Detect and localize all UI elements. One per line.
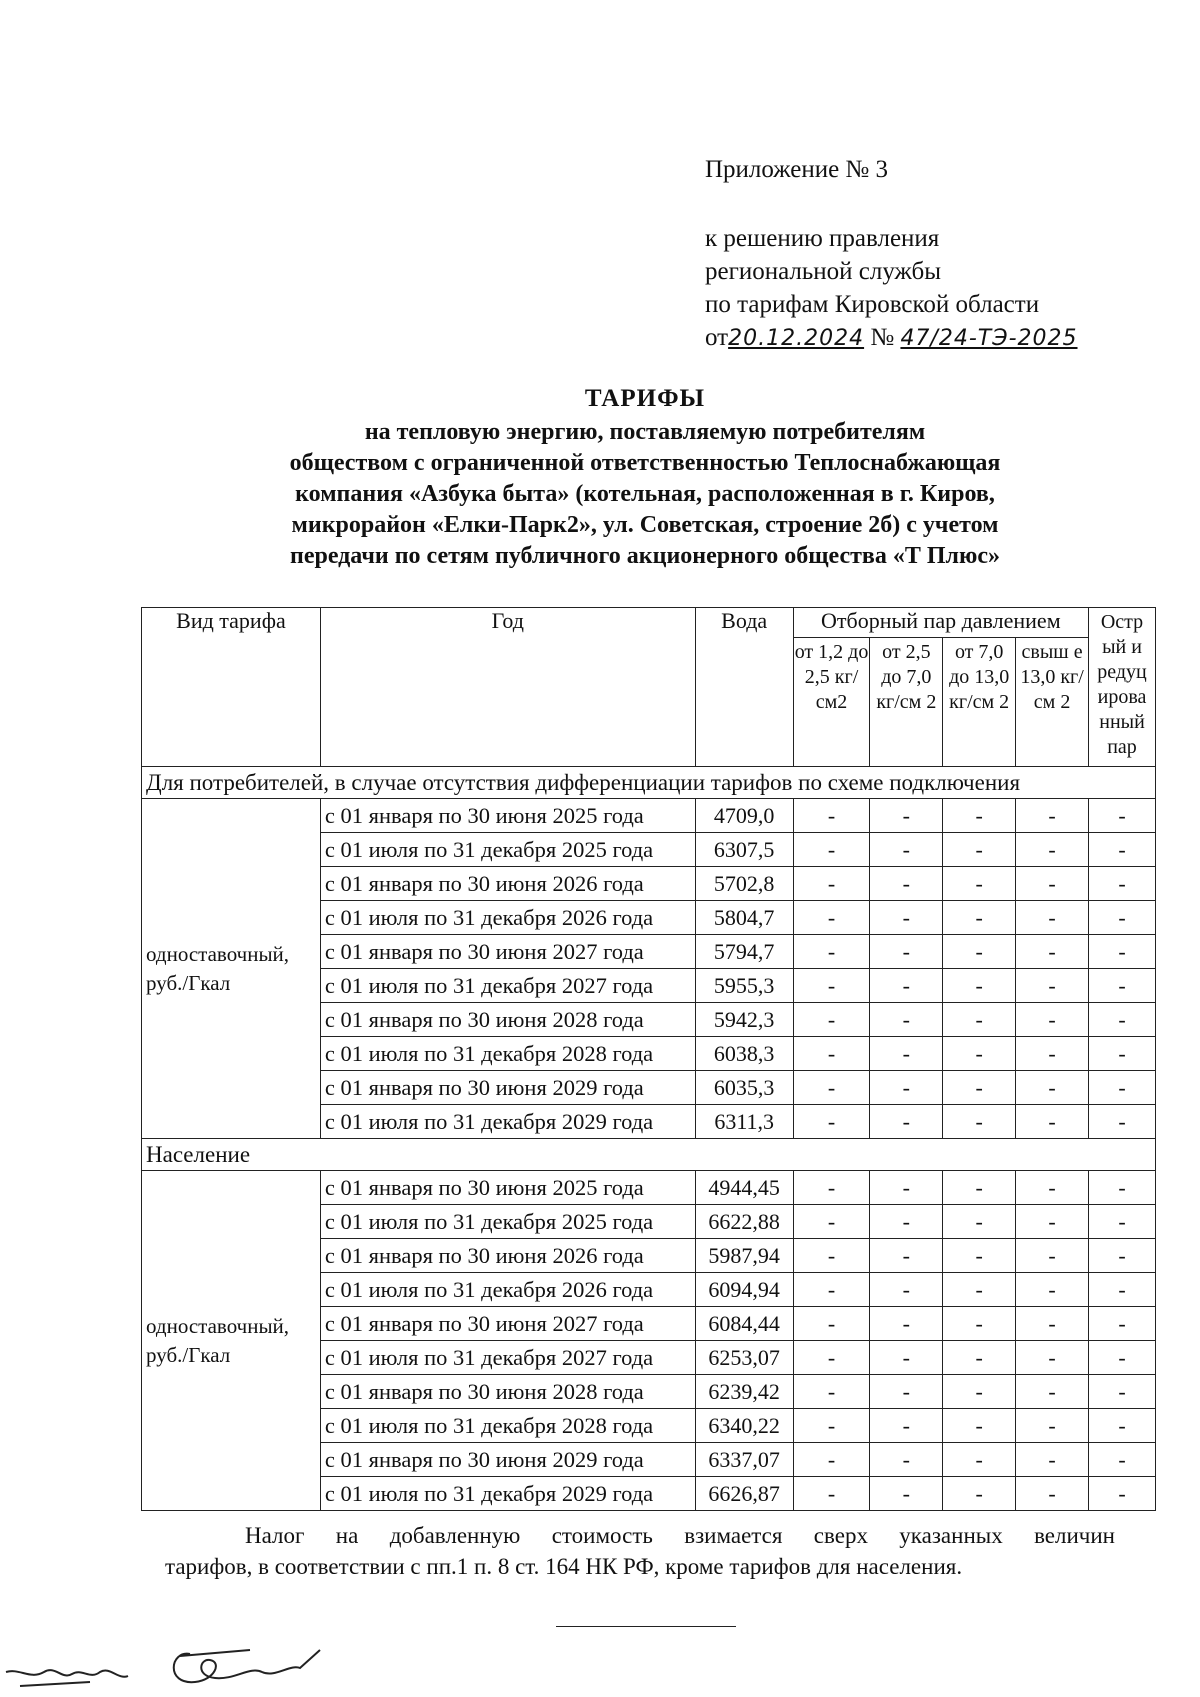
water-value-cell: 6094,94 [695, 1273, 793, 1307]
empty-value-cell: - [1089, 1477, 1156, 1511]
empty-value-cell: - [1089, 799, 1156, 833]
water-value-cell: 5702,8 [695, 867, 793, 901]
empty-value-cell: - [943, 1037, 1016, 1071]
empty-value-cell: - [793, 1037, 870, 1071]
decision-reference [705, 222, 1078, 355]
empty-value-cell: - [793, 1071, 870, 1105]
empty-value-cell: - [1016, 1105, 1089, 1139]
empty-value-cell: - [1089, 1409, 1156, 1443]
empty-value-cell: - [1089, 1071, 1156, 1105]
period-cell: с 01 января по 30 июня 2027 года [320, 935, 695, 969]
vat-note [165, 1520, 1115, 1582]
water-value-cell: 6307,5 [695, 833, 793, 867]
water-value-cell: 5804,7 [695, 901, 793, 935]
empty-value-cell: - [1016, 1307, 1089, 1341]
period-cell: с 01 января по 30 июня 2025 года [320, 799, 695, 833]
empty-value-cell: - [1016, 1375, 1089, 1409]
decision-line: по тарифам Кировской области [705, 291, 1040, 318]
empty-value-cell: - [793, 1105, 870, 1139]
water-value-cell: 6340,22 [695, 1409, 793, 1443]
empty-value-cell: - [1089, 1273, 1156, 1307]
empty-value-cell: - [793, 1341, 870, 1375]
empty-value-cell: - [1016, 1171, 1089, 1205]
section-row [142, 767, 1156, 799]
header-year: Год [320, 608, 695, 767]
title-line: компания «Азбука быта» (котельная, расположенная в г. Киров, [295, 481, 995, 507]
empty-value-cell: - [870, 1037, 943, 1071]
handwritten-signature [0, 1610, 340, 1697]
water-value-cell: 4709,0 [695, 799, 793, 833]
water-value-cell: 5942,3 [695, 1003, 793, 1037]
empty-value-cell: - [943, 1003, 1016, 1037]
empty-value-cell: - [793, 1409, 870, 1443]
header-steam-group: Отборный пар давлением [793, 608, 1088, 638]
period-cell: с 01 июля по 31 декабря 2029 года [320, 1477, 695, 1511]
tariff-kind-cell: одноставочный, руб./Гкал [142, 799, 321, 1139]
empty-value-cell: - [943, 901, 1016, 935]
decision-line: региональной службы [705, 258, 942, 285]
empty-value-cell: - [1089, 935, 1156, 969]
empty-value-cell: - [870, 1273, 943, 1307]
empty-value-cell: - [943, 1071, 1016, 1105]
empty-value-cell: - [1089, 1239, 1156, 1273]
empty-value-cell: - [793, 901, 870, 935]
empty-value-cell: - [1016, 1239, 1089, 1273]
table-row [142, 799, 1156, 833]
empty-value-cell: - [943, 1341, 1016, 1375]
empty-value-cell: - [793, 1205, 870, 1239]
header-sharp-steam: Остр ый и редуц ирова нный пар [1089, 608, 1156, 767]
period-cell: с 01 января по 30 июня 2028 года [320, 1375, 695, 1409]
title-main: ТАРИФЫ [584, 385, 706, 412]
empty-value-cell: - [870, 799, 943, 833]
period-cell: с 01 июля по 31 декабря 2025 года [320, 833, 695, 867]
empty-value-cell: - [943, 1477, 1016, 1511]
water-value-cell: 6253,07 [695, 1341, 793, 1375]
period-cell: с 01 июля по 31 декабря 2028 года [320, 1409, 695, 1443]
period-cell: с 01 июля по 31 декабря 2028 года [320, 1037, 695, 1071]
decision-number: 47/24-ТЭ-2025 [900, 326, 1078, 351]
empty-value-cell: - [793, 799, 870, 833]
water-value-cell: 5794,7 [695, 935, 793, 969]
empty-value-cell: - [870, 969, 943, 1003]
decision-date: 20.12.2024 [728, 326, 865, 351]
empty-value-cell: - [1016, 1003, 1089, 1037]
signature-rule [556, 1626, 736, 1627]
empty-value-cell: - [1089, 1341, 1156, 1375]
empty-value-cell: - [1089, 1171, 1156, 1205]
decision-date-number [705, 321, 1078, 355]
empty-value-cell: - [1016, 1037, 1089, 1071]
empty-value-cell: - [943, 1171, 1016, 1205]
empty-value-cell: - [1089, 1307, 1156, 1341]
empty-value-cell: - [793, 1171, 870, 1205]
empty-value-cell: - [943, 799, 1016, 833]
period-cell: с 01 июля по 31 декабря 2029 года [320, 1105, 695, 1139]
empty-value-cell: - [793, 1003, 870, 1037]
empty-value-cell: - [793, 1375, 870, 1409]
period-cell: с 01 января по 30 июня 2028 года [320, 1003, 695, 1037]
title-line: передачи по сетям публичного акционерного общества «Т Плюс» [290, 543, 1000, 569]
water-value-cell: 4944,45 [695, 1171, 793, 1205]
water-value-cell: 5987,94 [695, 1239, 793, 1273]
empty-value-cell: - [943, 1205, 1016, 1239]
empty-value-cell: - [1089, 867, 1156, 901]
date-prefix: от [705, 324, 729, 351]
empty-value-cell: - [870, 1071, 943, 1105]
period-cell: с 01 июля по 31 декабря 2027 года [320, 1341, 695, 1375]
period-cell: с 01 июля по 31 декабря 2025 года [320, 1205, 695, 1239]
empty-value-cell: - [1089, 833, 1156, 867]
empty-value-cell: - [870, 1375, 943, 1409]
vat-note-line: тарифов, в соответствии с пп.1 п. 8 ст. 164 НК РФ, кроме тарифов для населения. [165, 1554, 963, 1579]
empty-value-cell: - [793, 1273, 870, 1307]
empty-value-cell: - [1089, 1003, 1156, 1037]
empty-value-cell: - [793, 1477, 870, 1511]
empty-value-cell: - [943, 1443, 1016, 1477]
empty-value-cell: - [870, 1341, 943, 1375]
empty-value-cell: - [1089, 1037, 1156, 1071]
empty-value-cell: - [1016, 799, 1089, 833]
empty-value-cell: - [870, 867, 943, 901]
water-value-cell: 5955,3 [695, 969, 793, 1003]
empty-value-cell: - [1016, 935, 1089, 969]
empty-value-cell: - [1016, 833, 1089, 867]
empty-value-cell: - [943, 1105, 1016, 1139]
empty-value-cell: - [943, 969, 1016, 1003]
empty-value-cell: - [870, 1409, 943, 1443]
period-cell: с 01 января по 30 июня 2027 года [320, 1307, 695, 1341]
empty-value-cell: - [1089, 1443, 1156, 1477]
empty-value-cell: - [870, 1205, 943, 1239]
empty-value-cell: - [870, 1307, 943, 1341]
empty-value-cell: - [1016, 1341, 1089, 1375]
empty-value-cell: - [1016, 969, 1089, 1003]
header-steam-3: от 7,0 до 13,0 кг/см 2 [943, 638, 1016, 767]
section-title: Население [142, 1139, 1156, 1171]
water-value-cell: 6337,07 [695, 1443, 793, 1477]
empty-value-cell: - [870, 1105, 943, 1139]
header-water: Вода [695, 608, 793, 767]
header-steam-1: от 1,2 до 2,5 кг/см2 [793, 638, 870, 767]
section-row [142, 1139, 1156, 1171]
decision-line: к решению правления [705, 225, 940, 252]
period-cell: с 01 июля по 31 декабря 2027 года [320, 969, 695, 1003]
appendix-label: Приложение № 3 [705, 156, 889, 183]
water-value-cell: 6038,3 [695, 1037, 793, 1071]
empty-value-cell: - [870, 1239, 943, 1273]
empty-value-cell: - [943, 867, 1016, 901]
empty-value-cell: - [870, 1003, 943, 1037]
empty-value-cell: - [870, 1477, 943, 1511]
empty-value-cell: - [1016, 1273, 1089, 1307]
table-row [142, 1171, 1156, 1205]
empty-value-cell: - [870, 1171, 943, 1205]
water-value-cell: 6084,44 [695, 1307, 793, 1341]
empty-value-cell: - [870, 833, 943, 867]
empty-value-cell: - [943, 1307, 1016, 1341]
empty-value-cell: - [870, 935, 943, 969]
empty-value-cell: - [943, 935, 1016, 969]
empty-value-cell: - [1016, 1409, 1089, 1443]
water-value-cell: 6626,87 [695, 1477, 793, 1511]
period-cell: с 01 января по 30 июня 2026 года [320, 1239, 695, 1273]
water-value-cell: 6311,3 [695, 1105, 793, 1139]
vat-note-line: Налог на добавленную стоимость взимается сверх указанных величин [245, 1523, 1115, 1548]
tariff-kind-cell: одноставочный, руб./Гкал [142, 1171, 321, 1511]
empty-value-cell: - [943, 833, 1016, 867]
empty-value-cell: - [793, 1443, 870, 1477]
empty-value-cell: - [1089, 969, 1156, 1003]
empty-value-cell: - [793, 969, 870, 1003]
empty-value-cell: - [793, 1307, 870, 1341]
empty-value-cell: - [870, 1443, 943, 1477]
title-line: обществом с ограниченной ответственностью Теплоснабжающая [289, 450, 1001, 476]
empty-value-cell: - [1016, 1071, 1089, 1105]
header-steam-2: от 2,5 до 7,0 кг/см 2 [870, 638, 943, 767]
header-tariff-kind: Вид тарифа [142, 608, 321, 767]
empty-value-cell: - [793, 867, 870, 901]
empty-value-cell: - [1016, 901, 1089, 935]
water-value-cell: 6035,3 [695, 1071, 793, 1105]
number-sign: № [870, 324, 895, 351]
period-cell: с 01 января по 30 июня 2029 года [320, 1071, 695, 1105]
section-title: Для потребителей, в случае отсутствия дифференциации тарифов по схеме подключения [142, 767, 1156, 799]
title-line: микрорайон «Елки-Парк2», ул. Советская, строение 2б) с учетом [291, 512, 999, 538]
water-value-cell: 6622,88 [695, 1205, 793, 1239]
empty-value-cell: - [943, 1239, 1016, 1273]
empty-value-cell: - [793, 833, 870, 867]
period-cell: с 01 января по 30 июня 2025 года [320, 1171, 695, 1205]
empty-value-cell: - [943, 1375, 1016, 1409]
empty-value-cell: - [1089, 1375, 1156, 1409]
title-line: на тепловую энергию, поставляемую потребителям [364, 419, 926, 445]
period-cell: с 01 июля по 31 декабря 2026 года [320, 901, 695, 935]
water-value-cell: 6239,42 [695, 1375, 793, 1409]
empty-value-cell: - [1016, 867, 1089, 901]
empty-value-cell: - [1089, 1105, 1156, 1139]
empty-value-cell: - [793, 1239, 870, 1273]
empty-value-cell: - [943, 1409, 1016, 1443]
empty-value-cell: - [1016, 1477, 1089, 1511]
empty-value-cell: - [793, 935, 870, 969]
empty-value-cell: - [943, 1273, 1016, 1307]
header-steam-4: свыш е 13,0 кг/см 2 [1016, 638, 1089, 767]
empty-value-cell: - [1089, 901, 1156, 935]
empty-value-cell: - [1016, 1205, 1089, 1239]
document-title [140, 383, 1150, 572]
tariff-table [141, 607, 1156, 1511]
empty-value-cell: - [870, 901, 943, 935]
empty-value-cell: - [1089, 1205, 1156, 1239]
empty-value-cell: - [1016, 1443, 1089, 1477]
period-cell: с 01 июля по 31 декабря 2026 года [320, 1273, 695, 1307]
period-cell: с 01 января по 30 июня 2029 года [320, 1443, 695, 1477]
period-cell: с 01 января по 30 июня 2026 года [320, 867, 695, 901]
